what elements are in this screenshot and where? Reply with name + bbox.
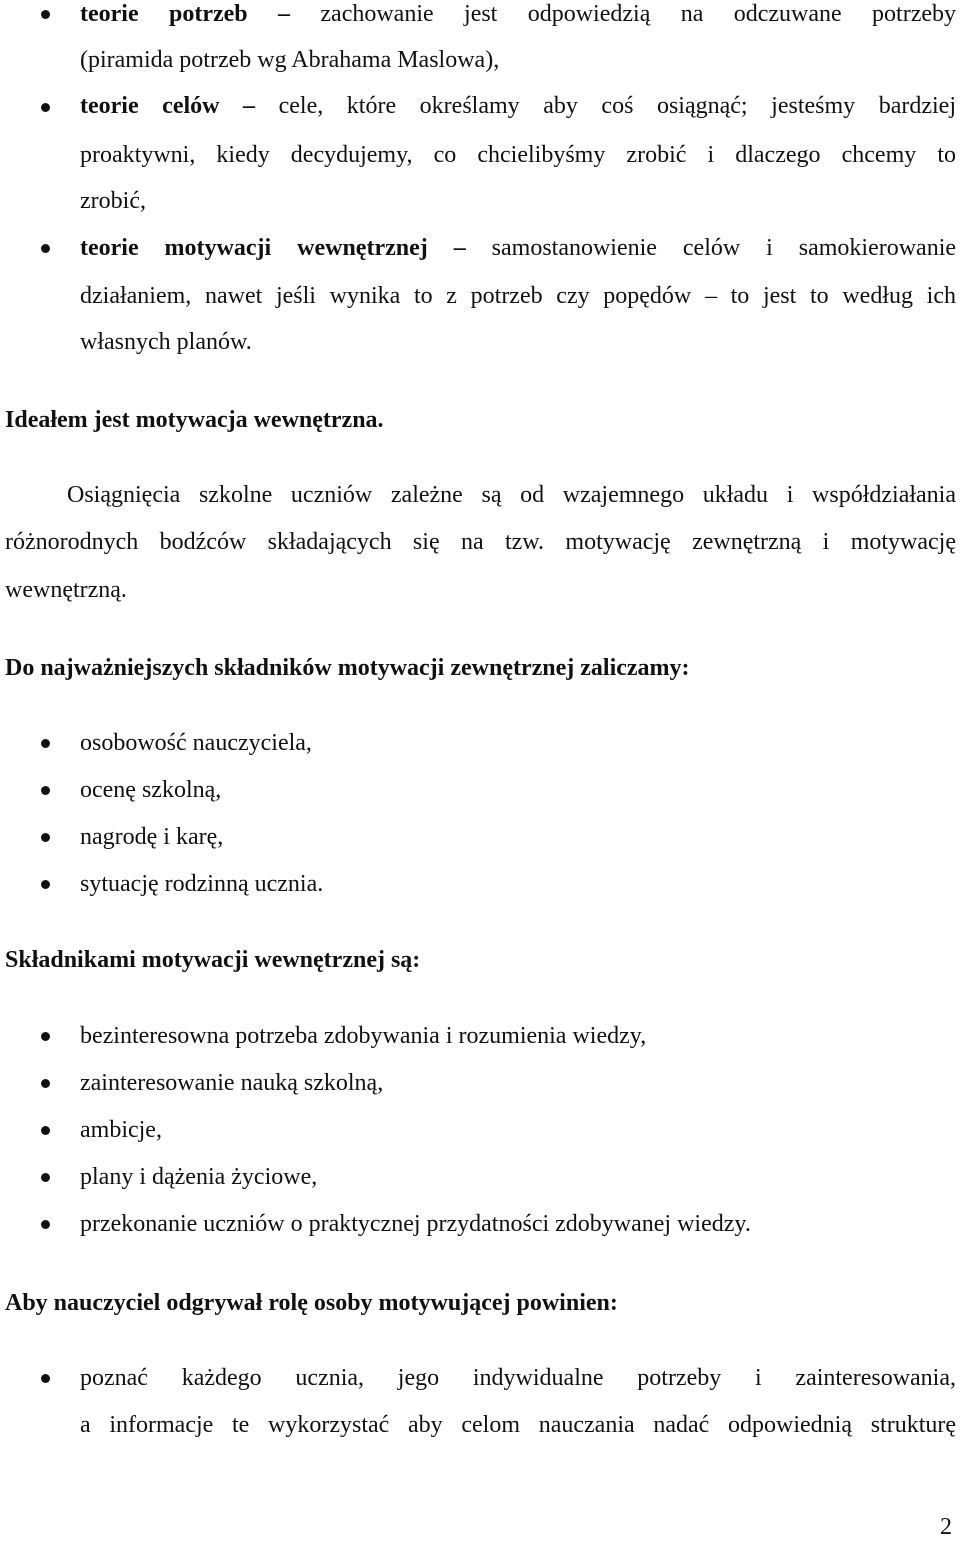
theory-desc-line: (piramida potrzeb wg Abrahama Maslowa), <box>80 47 500 73</box>
bullet-icon <box>41 1173 50 1182</box>
theory-goals-line <box>80 92 956 120</box>
theory-term: teorie celów <box>80 93 220 119</box>
bullet-icon <box>41 1079 50 1088</box>
list-item: sytuację rodzinną ucznia. <box>80 871 324 897</box>
theory-desc: zachowanie jest odpowiedzią na odczuwane potrzeby <box>320 1 957 27</box>
list-item: zainteresowanie nauką szkolną, <box>80 1070 384 1096</box>
bullet-icon <box>41 1126 50 1135</box>
list-item: nagrodę i karę, <box>80 824 224 850</box>
theory-intrinsic-line <box>80 234 956 262</box>
paragraph-line: Osiągnięcia szkolne uczniów zależne są od wzajemnego układu i współdziałania <box>67 482 956 508</box>
theory-desc: cele, które określamy aby coś osiągnąć; jesteśmy bardziej <box>278 93 956 119</box>
ideal-statement: Ideałem jest motywacja wewnętrzna. <box>5 407 384 433</box>
list-item: plany i dążenia życiowe, <box>80 1164 318 1190</box>
bullet-icon <box>41 1032 50 1041</box>
list-item-continuation: a informacje te wykorzystać aby celom nauczania nadać odpowiednią strukturę <box>80 1412 956 1438</box>
bullet-icon <box>41 833 50 842</box>
dash: – <box>453 235 466 261</box>
dash: – <box>243 93 256 119</box>
dash: – <box>278 1 291 27</box>
external-heading: Do najważniejszych składników motywacji zewnętrznej zaliczamy: <box>5 655 690 681</box>
bullet-icon <box>41 739 50 748</box>
paragraph-line: różnorodnych bodźców składających się na tzw. motywację zewnętrzną i motywację <box>5 529 956 555</box>
theory-desc: samostanowienie celów i samokierowanie <box>491 235 957 261</box>
bullet-icon <box>41 103 50 112</box>
bullet-icon <box>41 244 50 253</box>
theory-term: teorie motywacji wewnętrznej <box>80 235 428 261</box>
list-item: poznać każdego ucznia, jego indywidualne potrzeby i zainteresowania, <box>80 1365 956 1391</box>
bullet-icon <box>41 1220 50 1229</box>
list-item: osobowość nauczyciela, <box>80 730 312 756</box>
theory-desc-line: zrobić, <box>80 188 146 214</box>
theory-desc-line: działaniem, nawet jeśli wynika to z potrzeb czy popędów – to jest to według ich <box>80 283 956 309</box>
list-item: ambicje, <box>80 1117 162 1143</box>
bullet-icon <box>41 880 50 889</box>
list-item: bezinteresowna potrzeba zdobywania i rozumienia wiedzy, <box>80 1023 647 1049</box>
theory-term: teorie potrzeb <box>80 1 248 27</box>
page-number: 2 <box>940 1514 952 1540</box>
paragraph-line: wewnętrzną. <box>5 577 127 603</box>
theory-desc-line: własnych planów. <box>80 329 252 355</box>
bullet-icon <box>41 1374 50 1383</box>
list-item: ocenę szkolną, <box>80 777 222 803</box>
bullet-icon <box>41 10 50 19</box>
teacher-heading: Aby nauczyciel odgrywał rolę osoby motywującej powinien: <box>5 1290 618 1316</box>
bullet-icon <box>41 786 50 795</box>
internal-heading: Składnikami motywacji wewnętrznej są: <box>5 947 421 973</box>
theory-needs-line <box>80 0 956 28</box>
theory-desc-line: proaktywni, kiedy decydujemy, co chcielibyśmy zrobić i dlaczego chcemy to <box>80 142 956 168</box>
list-item: przekonanie uczniów o praktycznej przydatności zdobywanej wiedzy. <box>80 1211 751 1237</box>
